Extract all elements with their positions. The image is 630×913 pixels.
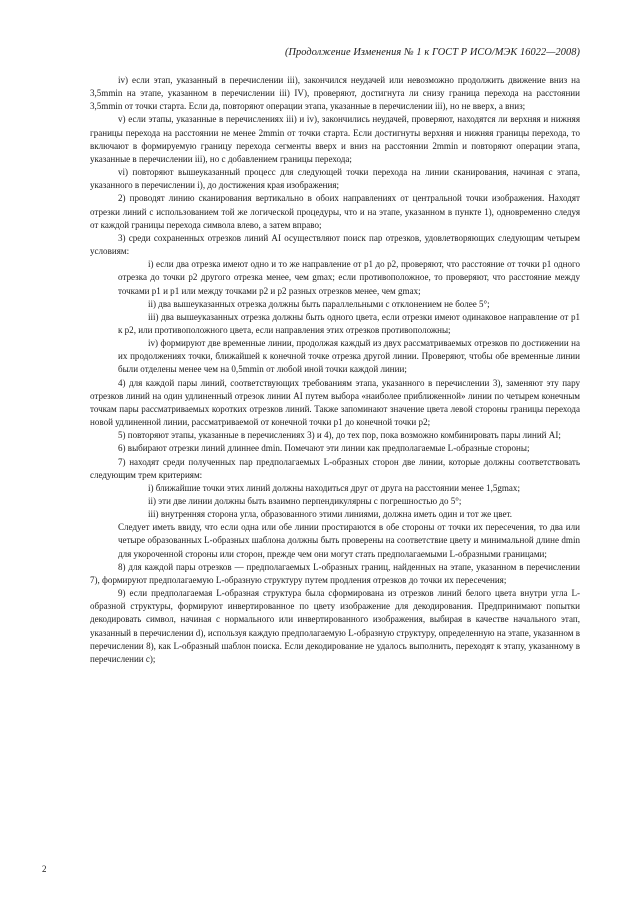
paragraph-6: 6) выбирают отрезки линий длиннее dmin. Помечают эти линии как предполагаемые L-образные стороны; [118,443,530,454]
paragraph-9: 9) если предполагаемая L-образная структура была сформирована из отрезков линий белого цвета внутри угла L-образной структуры, формируют инвертированное по цвету изображение для декодирования. Предпринимают попытки декодировать символ, начиная с нормального или инвертированного изображения, выбирая в качестве начального этап, указанный в перечислении d), используя каждую предполагаемую L-образную структуру, определенную на этапе, указанном в перечислении 8), как L-образный шаблон поиска. Если декодирование не удалось выполнить, переходят к этапу, указанному в перечислении с); [90,588,580,664]
paragraph-7-note: Следует иметь ввиду, что если одна или обе линии простираются в обе стороны от точки их пересечения, то два или четыре образованных L-образных шаблона должны быть проверены на соответствие цвету и минимальной длине dmin для укороченной стороны или сторон, прежде чем они могут стать предполагаемыми L-образными границами; [118,522,580,559]
paragraph-5: 5) повторяют этапы, указанные в перечислениях 3) и 4), до тех пор, пока возможно комбинировать пары линий AI; [118,430,561,441]
page-number: 2 [42,864,47,874]
paragraph-vi: vi) повторяют вышеуказанный процесс для следующей точки перехода на линии сканирования, начиная с этапа, указанного в перечислении i), до достижения края изображения; [90,167,580,191]
paragraph-2: 2) проводят линию сканирования вертикально в обоих направлениях от центральной точки изображения. Находят отрезки линий с использованием той же логической процедуры, что и на этапе, указанном в пункте 1), одновременно следуя от каждой границы перехода символа влево, а затем вправо; [90,193,580,230]
paragraph-3-i: i) если два отрезка имеют одно и то же направление от p1 до p2, проверяют, что расстояние от точки p1 одного отрезка до точки p2 другого отрезка менее, чем gmax; если противоположное, то проверяют, что расстояние между точками p1 и p1 или между точками p2 и p2 разных отрезков менее, чем gmax; [118,259,580,296]
paragraph-v: v) если этапы, указанные в перечислениях iii) и iv), закончились неудачей, проверяют, находятся ли верхняя и нижняя границы перехода на расстоянии не менее 2mmin от точки старта. Если достигнуты верхняя и нижняя границы перехода, то включают в формируемую границу перехода сегменты вверх и вниз на расстоянии 2mmin и повторяют операции этапа, указанные в перечислении iii), но с добавлением границы перехода; [90,114,580,164]
paragraph-8: 8) для каждой пары отрезков — предполагаемых L-образных границ, найденных на этапе, указанном в перечислении 7), формируют предполагаемую L-образную структуру путем продления отрезков до точки их пересечения; [90,561,580,585]
running-header: (Продолжение Изменения № 1 к ГОСТ Р ИСО/МЭК 16022—2008) [284,47,580,58]
body-text [90,74,580,666]
paragraph-3: 3) среди сохраненных отрезков линий AI осуществляют поиск пар отрезков, удовлетворяющих следующим четырем условиям: [90,232,580,257]
paragraph-7-ii: ii) эти две линии должны быть взаимно перпендикулярны с погрешностью до 5°; [148,496,462,506]
paragraph-3-iii: iii) два вышеуказанных отрезка должны быть одного цвета, если отрезки имеют одинаковое направление от p1 к p2, или противоположного цвета, если направления этих отрезков противоположны; [118,311,580,335]
paragraph-7: 7) находят среди полученных пар предполагаемых L-образных сторон две линии, которые должны соответствовать следующим трем критериям: [90,456,580,480]
paragraph-3-iv: iv) формируют две временные линии, продолжая каждый из двух рассматриваемых отрезков по достижении на их продолжениях точки, ближайшей к конечной точке отрезка другой линии. Проверяют, чтобы обе временные линии были отделены менее чем на 0,5mmin от любой иной точки каждой линии; [118,338,580,375]
paragraph-iv: iv) если этап, указанный в перечислении iii), закончился неудачей или невозможно продолжить движение вниз на 3,5mmin на этапе, указанном в перечислении iii) IV), проверяют, достигнута ли снизу граница перехода на расстоянии 3,5mmin от точки старта. Если да, повторяют операции этапа, указанные в перечислении iii), но не вверх, а вниз; [90,75,580,112]
paragraph-7-iii: iii) внутренняя сторона угла, образованного этими линиями, должна иметь один и тот же цвет. [148,509,513,520]
paragraph-3-ii: ii) два вышеуказанных отрезка должны быть параллельными с отклонением не более 5°; [148,298,490,309]
paragraph-7-i: i) ближайшие точки этих линий должны находиться друг от друга на расстоянии менее 1,5gmax; [148,482,520,493]
paragraph-4: 4) для каждой пары линий, соответствующих требованиям этапа, указанного в перечислении 3), заменяют эту пару отрезков линий на один удлиненный отрезок линии AI путем выбора «наиболее приближенной» линии по четырем конечным точкам пары рассматриваемых коротких отрезков линий. Также запоминают значение цвета левой стороны границы перехода новой удлиненной линии, рассматриваемой от конечной точки p1 до конечной точки p2; [90,377,580,428]
